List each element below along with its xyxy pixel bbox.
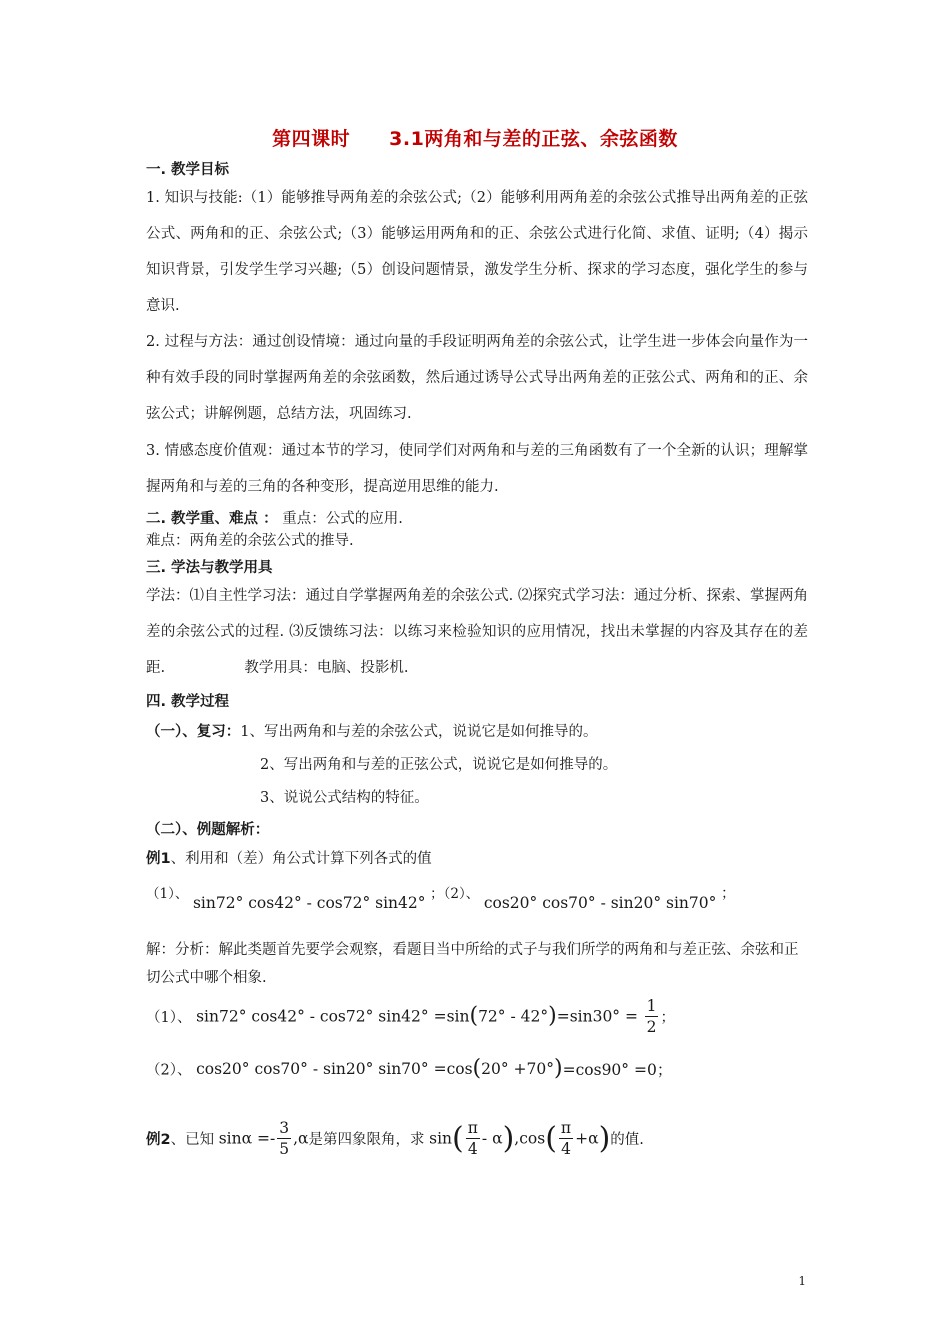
example2-quadrant: 是第四象限角，求	[308, 1132, 425, 1148]
example2-alpha: ,α	[293, 1129, 309, 1148]
solution2-inner: 20° +70°	[481, 1060, 555, 1078]
solution2-lhs: cos20° cos70° - sin20° sin70° =cos	[196, 1060, 473, 1078]
fraction-one-half	[645, 996, 659, 1037]
solution1-inner: 72° - 42°	[478, 1007, 549, 1026]
difficult-point-text: 难点：两角差的余弦公式的推导.	[146, 533, 354, 549]
review-block	[146, 716, 808, 815]
q1-label: （1）、	[146, 886, 189, 902]
example2-plus-alpha: +α	[575, 1129, 599, 1148]
key-point-text: 重点：公式的应用.	[282, 511, 403, 527]
learning-methods: 学法：⑴自主性学习法：通过自学掌握两角差的余弦公式. ⑵探究式学习法：通过分析、探索、掌握两角差的余弦公式的过程. ⑶反馈练习法：以练习来检验知识的应用情况，找出未掌握的内容及其存在的差距.	[146, 588, 808, 676]
solution2-line	[146, 1056, 808, 1086]
right-paren: )	[598, 1121, 611, 1156]
fraction-pi-over-4	[466, 1118, 480, 1159]
fraction-pi-over-4	[559, 1118, 573, 1159]
fraction-numerator: 3	[279, 1119, 290, 1137]
example2-sin-func: sin	[429, 1129, 453, 1148]
section-heading-objectives: 一. 教学目标	[146, 162, 230, 178]
section-heading-key-points: 二. 教学重、难点 ：	[146, 511, 278, 527]
fraction-three-fifths	[277, 1118, 291, 1159]
teaching-tools: 教学用具：电脑、投影机.	[244, 660, 409, 676]
fraction-denominator: 4	[561, 1140, 571, 1158]
example2-cos-func: ,cos	[514, 1129, 546, 1148]
review-item: 1、写出两角和与差的余弦公式，说说它是如何推导的。	[240, 724, 598, 740]
example1-questions	[146, 882, 808, 916]
solution-analysis: 解：分析：解此类题首先要学会观察，看题目当中所给的式子与我们所学的两角和与差正弦、余弦和正切公式中哪个相象.	[146, 942, 799, 986]
left-paren: (	[469, 1003, 479, 1029]
q2-label: ；（2）、	[430, 886, 480, 902]
objective-knowledge: 1. 知识与技能:（1）能够推导两角差的余弦公式;（2）能够利用两角差的余弦公式推导出两角差的正弦公式、两角和的正、余弦公式;（3）能够运用两角和的正、余弦公式进行化简、求值、证明;（4）揭示知识背景，引发学生学习兴趣;（5）创设问题情景，激发学生分析、探求的学习态度，强化学生的参与意识.	[146, 190, 808, 314]
left-paren: (	[545, 1121, 557, 1156]
section-heading-process: 四. 教学过程	[146, 694, 230, 710]
q2-semicolon: ；	[721, 886, 736, 902]
solution1-lhs: sin72° cos42° - cos72° sin42° =sin	[196, 1007, 470, 1026]
solution2-label: （2）、	[146, 1062, 192, 1079]
section-heading-methods: 三. 学法与教学用具	[146, 560, 273, 576]
right-paren: )	[502, 1121, 515, 1156]
example1-text: 、利用和（差）角公式计算下列各式的值	[170, 851, 432, 867]
right-paren: )	[554, 1056, 563, 1081]
solution1-semicolon: ；	[660, 1010, 675, 1026]
fraction-numerator: 1	[646, 997, 657, 1015]
example2-label: 例2	[146, 1132, 171, 1148]
solution1-label: （1）、	[146, 1010, 192, 1026]
example2-minus-alpha: - α	[481, 1129, 503, 1148]
solution1-line	[146, 996, 808, 1036]
q1-expression: sin72° cos42° - cos72° sin42°	[192, 894, 426, 912]
key-points-line	[146, 508, 808, 530]
review-item: 3、说说公式结构的特征。	[260, 790, 429, 806]
example2-given: 、已知	[170, 1132, 215, 1148]
solution1-rhs: =sin30° =	[556, 1007, 638, 1026]
fraction-numerator: π	[467, 1119, 478, 1137]
left-paren: (	[452, 1121, 464, 1156]
left-paren: (	[472, 1056, 482, 1081]
right-paren: )	[548, 1003, 557, 1029]
examples-heading: （二）、例题解析：	[146, 822, 270, 838]
page-number: 1	[798, 1274, 806, 1288]
review-item: 2、写出两角和与差的正弦公式，说说它是如何推导的。	[260, 757, 618, 773]
example2-line	[146, 1118, 808, 1170]
example2-value-of: 的值.	[610, 1132, 644, 1148]
fraction-denominator: 5	[279, 1140, 290, 1158]
example1-line	[146, 848, 808, 870]
objective-attitude: 3. 情感态度价值观：通过本节的学习，使同学们对两角和与差的三角函数有了一个全新的认识；理解掌握两角和与差的三角的各种变形，提高逆用思维的能力.	[146, 443, 808, 495]
solution2-rhs: =cos90° =0；	[562, 1061, 673, 1079]
fraction-denominator: 2	[646, 1018, 657, 1036]
page-title: 第四课时 3.1两角和与差的正弦、余弦函数	[272, 128, 678, 150]
example1-label: 例1	[146, 851, 171, 867]
objective-process: 2. 过程与方法：通过创设情境：通过向量的手段证明两角差的余弦公式，让学生进一步体会向量作为一种有效手段的同时掌握两角差的余弦函数，然后通过诱导公式导出两角差的正弦公式、两角和的正、余弦公式；讲解例题，总结方法，巩固练习.	[146, 334, 808, 422]
fraction-denominator: 4	[467, 1140, 478, 1158]
methods-text	[146, 578, 808, 686]
q2-expression: cos20° cos70° - sin20° sin70°	[483, 894, 717, 912]
example2-sin: sinα =-	[218, 1129, 276, 1148]
review-label: （一）、复习：	[146, 724, 241, 740]
fraction-numerator: π	[560, 1119, 572, 1137]
